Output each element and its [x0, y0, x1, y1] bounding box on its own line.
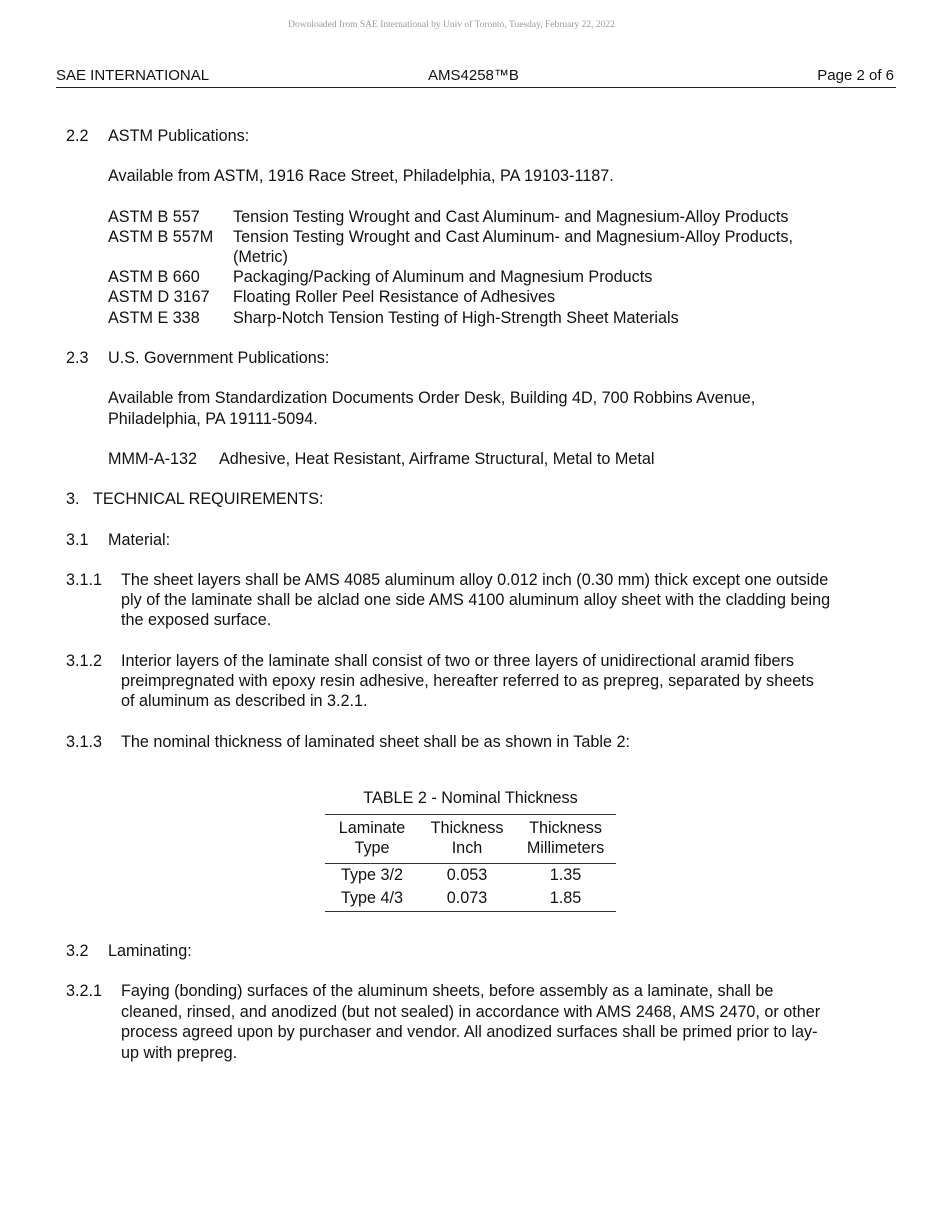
paragraph-line: The nominal thickness of laminated sheet shall be as shown in Table 2:	[121, 733, 631, 751]
header-publisher: SAE INTERNATIONAL	[56, 67, 210, 84]
section-2-2-number: 2.2	[66, 127, 89, 145]
table-top-rule	[325, 814, 616, 815]
table-cell: Type 4/3	[340, 889, 404, 907]
paragraph-line: up with prepreg.	[121, 1044, 238, 1062]
reference-title-continued: (Metric)	[233, 248, 288, 266]
paragraph-line: ply of the laminate shall be alclad one side AMS 4100 aluminum alloy sheet with the cladding being	[121, 591, 831, 609]
table-header-line: Laminate	[338, 819, 406, 837]
reference-title: Sharp-Notch Tension Testing of High-Strength Sheet Materials	[233, 309, 679, 327]
table-cell: 1.85	[549, 889, 582, 907]
paragraph-line: process agreed upon by purchaser and vendor. All anodized surfaces shall be primed prior to lay-	[121, 1023, 818, 1041]
table-header-cell	[419, 818, 515, 859]
reference-code: ASTM E 338	[108, 309, 200, 327]
reference-title: Adhesive, Heat Resistant, Airframe Structural, Metal to Metal	[219, 450, 655, 468]
section-2-2-availability: Available from ASTM, 1916 Race Street, Philadelphia, PA 19103-1187.	[108, 167, 614, 185]
section-2-3-availability: Available from Standardization Documents Order Desk, Building 4D, 700 Robbins Avenue,	[108, 389, 756, 407]
section-3-1-title: Material:	[108, 531, 171, 549]
section-3-1-2-number: 3.1.2	[66, 652, 103, 670]
header-rule	[56, 87, 896, 88]
paragraph-line: preimpregnated with epoxy resin adhesive, hereafter referred to as prepreg, separated by sheets	[121, 672, 814, 690]
table-cell: 0.073	[446, 889, 488, 907]
section-3-number: 3.	[66, 490, 80, 508]
section-3-1-number: 3.1	[66, 531, 89, 549]
paragraph-line: of aluminum as described in 3.2.1.	[121, 692, 368, 710]
section-3-2-number: 3.2	[66, 942, 89, 960]
section-2-3-number: 2.3	[66, 349, 89, 367]
paragraph-line: cleaned, rinsed, and anodized (but not sealed) in accordance with AMS 2468, AMS 2470, or other	[121, 1003, 821, 1021]
download-note: Downloaded from SAE International by Univ of Toronto, Tuesday, February 22, 2022	[288, 20, 615, 30]
section-3-title: TECHNICAL REQUIREMENTS:	[93, 490, 324, 508]
section-2-2-title: ASTM Publications:	[108, 127, 250, 145]
section-3-2-1-number: 3.2.1	[66, 982, 103, 1000]
paragraph-line: the exposed surface.	[121, 611, 272, 629]
table-header-line: Millimeters	[526, 839, 605, 858]
paragraph-line: Interior layers of the laminate shall consist of two or three layers of unidirectional aramid fibers	[121, 652, 794, 670]
section-2-3-title: U.S. Government Publications:	[108, 349, 330, 367]
reference-title: Packaging/Packing of Aluminum and Magnesium Products	[233, 268, 653, 286]
header-document-number: AMS4258™B	[428, 67, 519, 84]
section-3-1-1-number: 3.1.1	[66, 571, 103, 589]
table-header-line: Thickness	[529, 819, 602, 837]
table-header-line: Thickness	[430, 819, 504, 837]
table-cell: Type 3/2	[340, 866, 404, 884]
header-page-number: Page 2 of 6	[817, 67, 894, 84]
reference-code: ASTM B 557	[108, 208, 200, 226]
table-header-cell	[515, 818, 616, 859]
reference-title: Floating Roller Peel Resistance of Adhesives	[233, 288, 556, 306]
section-3-1-3-number: 3.1.3	[66, 733, 103, 751]
table-header-cell	[325, 818, 419, 859]
reference-code: ASTM D 3167	[108, 288, 210, 306]
table-bottom-rule	[325, 911, 616, 912]
section-2-3-availability-cont: Philadelphia, PA 19111-5094.	[108, 410, 318, 428]
table-header-line: Type	[354, 839, 390, 858]
table-cell: 0.053	[446, 866, 488, 884]
section-3-2-title: Laminating:	[108, 942, 192, 960]
reference-code: MMM-A-132	[108, 450, 198, 468]
table-title: TABLE 2 - Nominal Thickness	[363, 789, 578, 807]
table-header-line: Inch	[451, 839, 483, 858]
table-cell: 1.35	[549, 866, 582, 884]
paragraph-line: Faying (bonding) surfaces of the aluminum sheets, before assembly as a laminate, shall be	[121, 982, 774, 1000]
reference-title: Tension Testing Wrought and Cast Aluminum- and Magnesium-Alloy Products,	[233, 228, 793, 246]
reference-code: ASTM B 557M	[108, 228, 214, 246]
paragraph-line: The sheet layers shall be AMS 4085 aluminum alloy 0.012 inch (0.30 mm) thick except one outside	[121, 571, 829, 589]
table-header-rule	[325, 863, 616, 864]
reference-title: Tension Testing Wrought and Cast Aluminum- and Magnesium-Alloy Products	[233, 208, 789, 226]
reference-code: ASTM B 660	[108, 268, 200, 286]
